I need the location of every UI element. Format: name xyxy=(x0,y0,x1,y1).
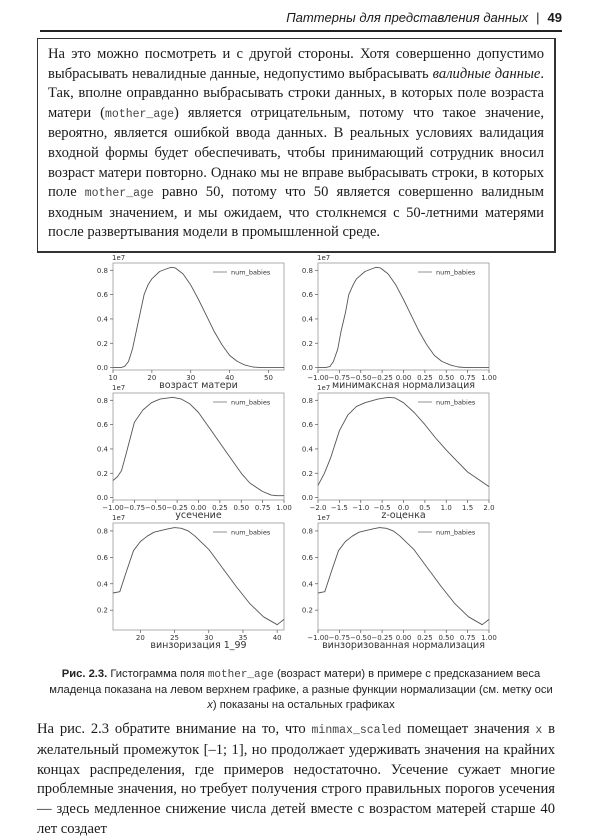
x-tick-label: −1.00 xyxy=(307,634,329,642)
x-tick-label: 0.50 xyxy=(438,634,455,642)
x-axis-label: винзоризованная нормализация xyxy=(322,640,485,651)
text-run: ) показаны на остальных графиках xyxy=(212,699,395,711)
y-tick-label: 0.4 xyxy=(96,580,108,589)
y-tick-label: 0.0 xyxy=(96,494,108,503)
body-paragraph xyxy=(37,720,555,840)
series-line-num-babies xyxy=(113,267,284,367)
y-tick-label: 0.8 xyxy=(301,396,313,405)
x-axis-label: минимаксная нормализация xyxy=(332,380,475,391)
y-tick-label: 0.2 xyxy=(96,469,108,478)
y-tick-label: 0.2 xyxy=(96,606,108,615)
x-tick-label: 0.50 xyxy=(233,504,250,512)
caption-text xyxy=(49,668,552,711)
x-tick-label: −0.25 xyxy=(166,504,188,512)
chart-4 xyxy=(302,384,495,521)
chart-1 xyxy=(97,254,284,391)
x-tick-label: 30 xyxy=(204,634,214,642)
y-tick-label: 0.8 xyxy=(96,527,108,536)
x-tick-label: 20 xyxy=(147,374,157,382)
legend-label: num_babies xyxy=(231,528,271,537)
axis-multiplier: 1e7 xyxy=(317,254,331,262)
x-tick-label: 1.00 xyxy=(481,374,497,382)
x-axis-label: усечение xyxy=(175,510,222,521)
x-tick-label: 0.75 xyxy=(254,504,271,512)
axis-multiplier: 1e7 xyxy=(112,514,126,522)
x-tick-label: 0.25 xyxy=(417,374,433,382)
series-line-num-babies xyxy=(318,267,489,367)
plot-frame xyxy=(113,263,284,370)
x-tick-label: −0.25 xyxy=(371,374,393,382)
chart-legend xyxy=(418,529,476,537)
text-run: На это можно посмотреть и с другой стороны. Хотя совершенно допустимо выбрасывать невалидные данные, недопустимо выбрасывать xyxy=(48,46,544,82)
chart-legend xyxy=(213,399,271,407)
x-tick-label: 0.75 xyxy=(459,374,476,382)
axis-multiplier: 1e7 xyxy=(112,254,126,262)
y-tick-label: 0.2 xyxy=(301,606,313,615)
chart-legend xyxy=(418,269,476,277)
y-tick-label: 0.2 xyxy=(301,469,313,478)
axis-multiplier: 1e7 xyxy=(317,384,331,392)
y-tick-label: 0.0 xyxy=(96,364,108,373)
x-tick-label: 1.00 xyxy=(276,504,292,512)
series-line-num-babies xyxy=(113,397,284,495)
y-tick-label: 0.6 xyxy=(301,553,313,562)
x-tick-label: −0.5 xyxy=(373,504,391,512)
figure-caption xyxy=(48,667,554,713)
chart-legend xyxy=(213,529,271,537)
plot-frame xyxy=(318,263,489,370)
note-text xyxy=(48,46,544,240)
x-tick-label: 30 xyxy=(186,374,196,382)
x-tick-label: −2.0 xyxy=(309,504,327,512)
paragraph-text xyxy=(37,721,555,837)
y-tick-label: 0.0 xyxy=(301,364,313,373)
x-tick-label: −0.50 xyxy=(350,634,372,642)
x-tick-label: 0.25 xyxy=(417,634,433,642)
inline-code: mother_age xyxy=(84,187,154,201)
x-tick-label: 1.00 xyxy=(481,634,497,642)
y-tick-label: 0.8 xyxy=(96,266,108,275)
x-axis-label: z-оценка xyxy=(381,510,426,521)
y-tick-label: 0.4 xyxy=(301,445,313,454)
x-tick-label: 0.50 xyxy=(438,374,455,382)
x-tick-label: −0.50 xyxy=(145,504,167,512)
y-tick-label: 0.6 xyxy=(301,291,313,300)
legend-label: num_babies xyxy=(436,398,476,407)
header-separator: | xyxy=(536,10,540,25)
emphasis-text: валидные данные xyxy=(432,65,541,82)
x-tick-label: 40 xyxy=(225,374,235,382)
y-tick-label: 0.2 xyxy=(96,339,108,348)
y-tick-label: 0.2 xyxy=(301,339,313,348)
inline-code: x xyxy=(535,724,543,737)
text-run: ) является отрицательным, потому что такое значение, вероятно, является ошибкой ввода данных. В реальных условиях валидация входной формы будет обеспечивать, чтобы принимающий сотрудник вносил возраст матери повторно. Однако мы не вправе выбрасывать строки, в которых поле xyxy=(48,104,544,201)
running-header xyxy=(40,10,562,32)
x-axis-label: винзоризация 1_99 xyxy=(150,640,247,651)
legend-label: num_babies xyxy=(436,528,476,537)
y-tick-label: 0.4 xyxy=(96,445,108,454)
y-tick-label: 0.6 xyxy=(96,553,108,562)
y-tick-label: 0.6 xyxy=(96,291,108,300)
figure-label: Рис. 2.3. xyxy=(61,668,108,680)
text-run: (возраст матери) в примере с предсказанием веса младенца показана на левом верхнем графике, а разные функции нормализации (см. метку оси xyxy=(49,668,553,696)
plot-frame xyxy=(113,523,284,630)
y-tick-label: 0.8 xyxy=(301,527,313,536)
y-tick-label: 0.8 xyxy=(96,396,108,405)
legend-label: num_babies xyxy=(231,268,271,277)
text-run: На рис. 2.3 обратите внимание на то, что xyxy=(37,721,312,737)
x-axis-label: возраст матери xyxy=(159,380,238,391)
y-tick-label: 0.0 xyxy=(301,494,313,503)
x-tick-label: 0.00 xyxy=(190,504,207,512)
page-number: 49 xyxy=(547,10,562,25)
x-tick-label: −0.75 xyxy=(328,374,351,382)
x-tick-label: −0.50 xyxy=(350,374,372,382)
inline-code: mother_age xyxy=(105,107,175,121)
sidebar-note-box xyxy=(37,38,556,253)
x-tick-label: 50 xyxy=(263,374,273,382)
chart-6 xyxy=(302,514,497,651)
series-line-num-babies xyxy=(318,397,489,486)
chart-2 xyxy=(302,254,497,391)
axis-multiplier: 1e7 xyxy=(317,514,331,522)
chart-5 xyxy=(97,514,284,651)
inline-code: minmax_scaled xyxy=(311,724,402,737)
x-tick-label: 10 xyxy=(108,374,118,382)
x-tick-label: 0.0 xyxy=(397,504,410,512)
legend-label: num_babies xyxy=(436,268,476,277)
chart-legend xyxy=(213,269,271,277)
y-tick-label: 0.8 xyxy=(301,266,313,275)
plot-frame xyxy=(318,393,489,500)
x-tick-label: 1.5 xyxy=(462,504,474,512)
x-tick-label: −1.00 xyxy=(102,504,124,512)
x-tick-label: 0.25 xyxy=(212,504,228,512)
x-tick-label: 2.0 xyxy=(483,504,495,512)
x-tick-label: −1.00 xyxy=(307,374,329,382)
emphasis-text: x xyxy=(207,699,213,711)
legend-label: num_babies xyxy=(231,398,271,407)
x-tick-label: 40 xyxy=(272,634,282,642)
x-tick-label: −0.75 xyxy=(328,634,351,642)
y-tick-label: 0.6 xyxy=(96,421,108,430)
y-tick-label: 0.4 xyxy=(96,315,108,324)
text-run: помещает значения xyxy=(401,721,536,737)
text-run: . Так, вполне оправданно выбрасывать строки данных, в которых поле возраста матери ( xyxy=(48,65,544,121)
header-title: Паттерны для представления данных xyxy=(286,10,529,25)
y-tick-label: 0.4 xyxy=(301,580,313,589)
text-run: Гистограмма поля xyxy=(107,668,208,680)
x-tick-label: 25 xyxy=(170,634,180,642)
x-tick-label: −1.5 xyxy=(330,504,348,512)
x-tick-label: 1.0 xyxy=(440,504,452,512)
x-tick-label: −0.75 xyxy=(123,504,146,512)
x-tick-label: −1.0 xyxy=(352,504,370,512)
x-tick-label: −0.25 xyxy=(371,634,393,642)
axis-multiplier: 1e7 xyxy=(112,384,126,392)
inline-code: mother_age xyxy=(207,669,274,681)
text-run: в желательный промежуток [–1; 1], но продолжает удерживать значения на крайних концах распределения, где примеров недостаточно. Усечение сужает многие проблемные значения, но требует получения строго правильных порогов усечения — здесь медленное снижение числа детей вместе с возрастом матерей старше 40 лет создает xyxy=(37,721,555,837)
x-tick-label: 0.00 xyxy=(395,634,412,642)
y-tick-label: 0.4 xyxy=(301,315,313,324)
chart-legend xyxy=(418,399,476,407)
series-line-num-babies xyxy=(113,528,284,625)
x-tick-label: 0.5 xyxy=(419,504,431,512)
x-tick-label: 35 xyxy=(238,634,248,642)
y-tick-label: 0.6 xyxy=(301,421,313,430)
plot-frame xyxy=(113,393,284,500)
x-tick-label: 0.00 xyxy=(395,374,412,382)
plot-frame xyxy=(318,523,489,630)
chart-3 xyxy=(97,384,292,521)
x-tick-label: 20 xyxy=(135,634,145,642)
x-tick-label: 0.75 xyxy=(459,634,476,642)
series-line-num-babies xyxy=(318,528,489,625)
text-run: равно 50, потому что 50 является совершенно валидным входным значением, и мы ожидаем, что столкнемся с 50-летними матерями после развертывания модели в промышленной среде. xyxy=(48,184,544,241)
